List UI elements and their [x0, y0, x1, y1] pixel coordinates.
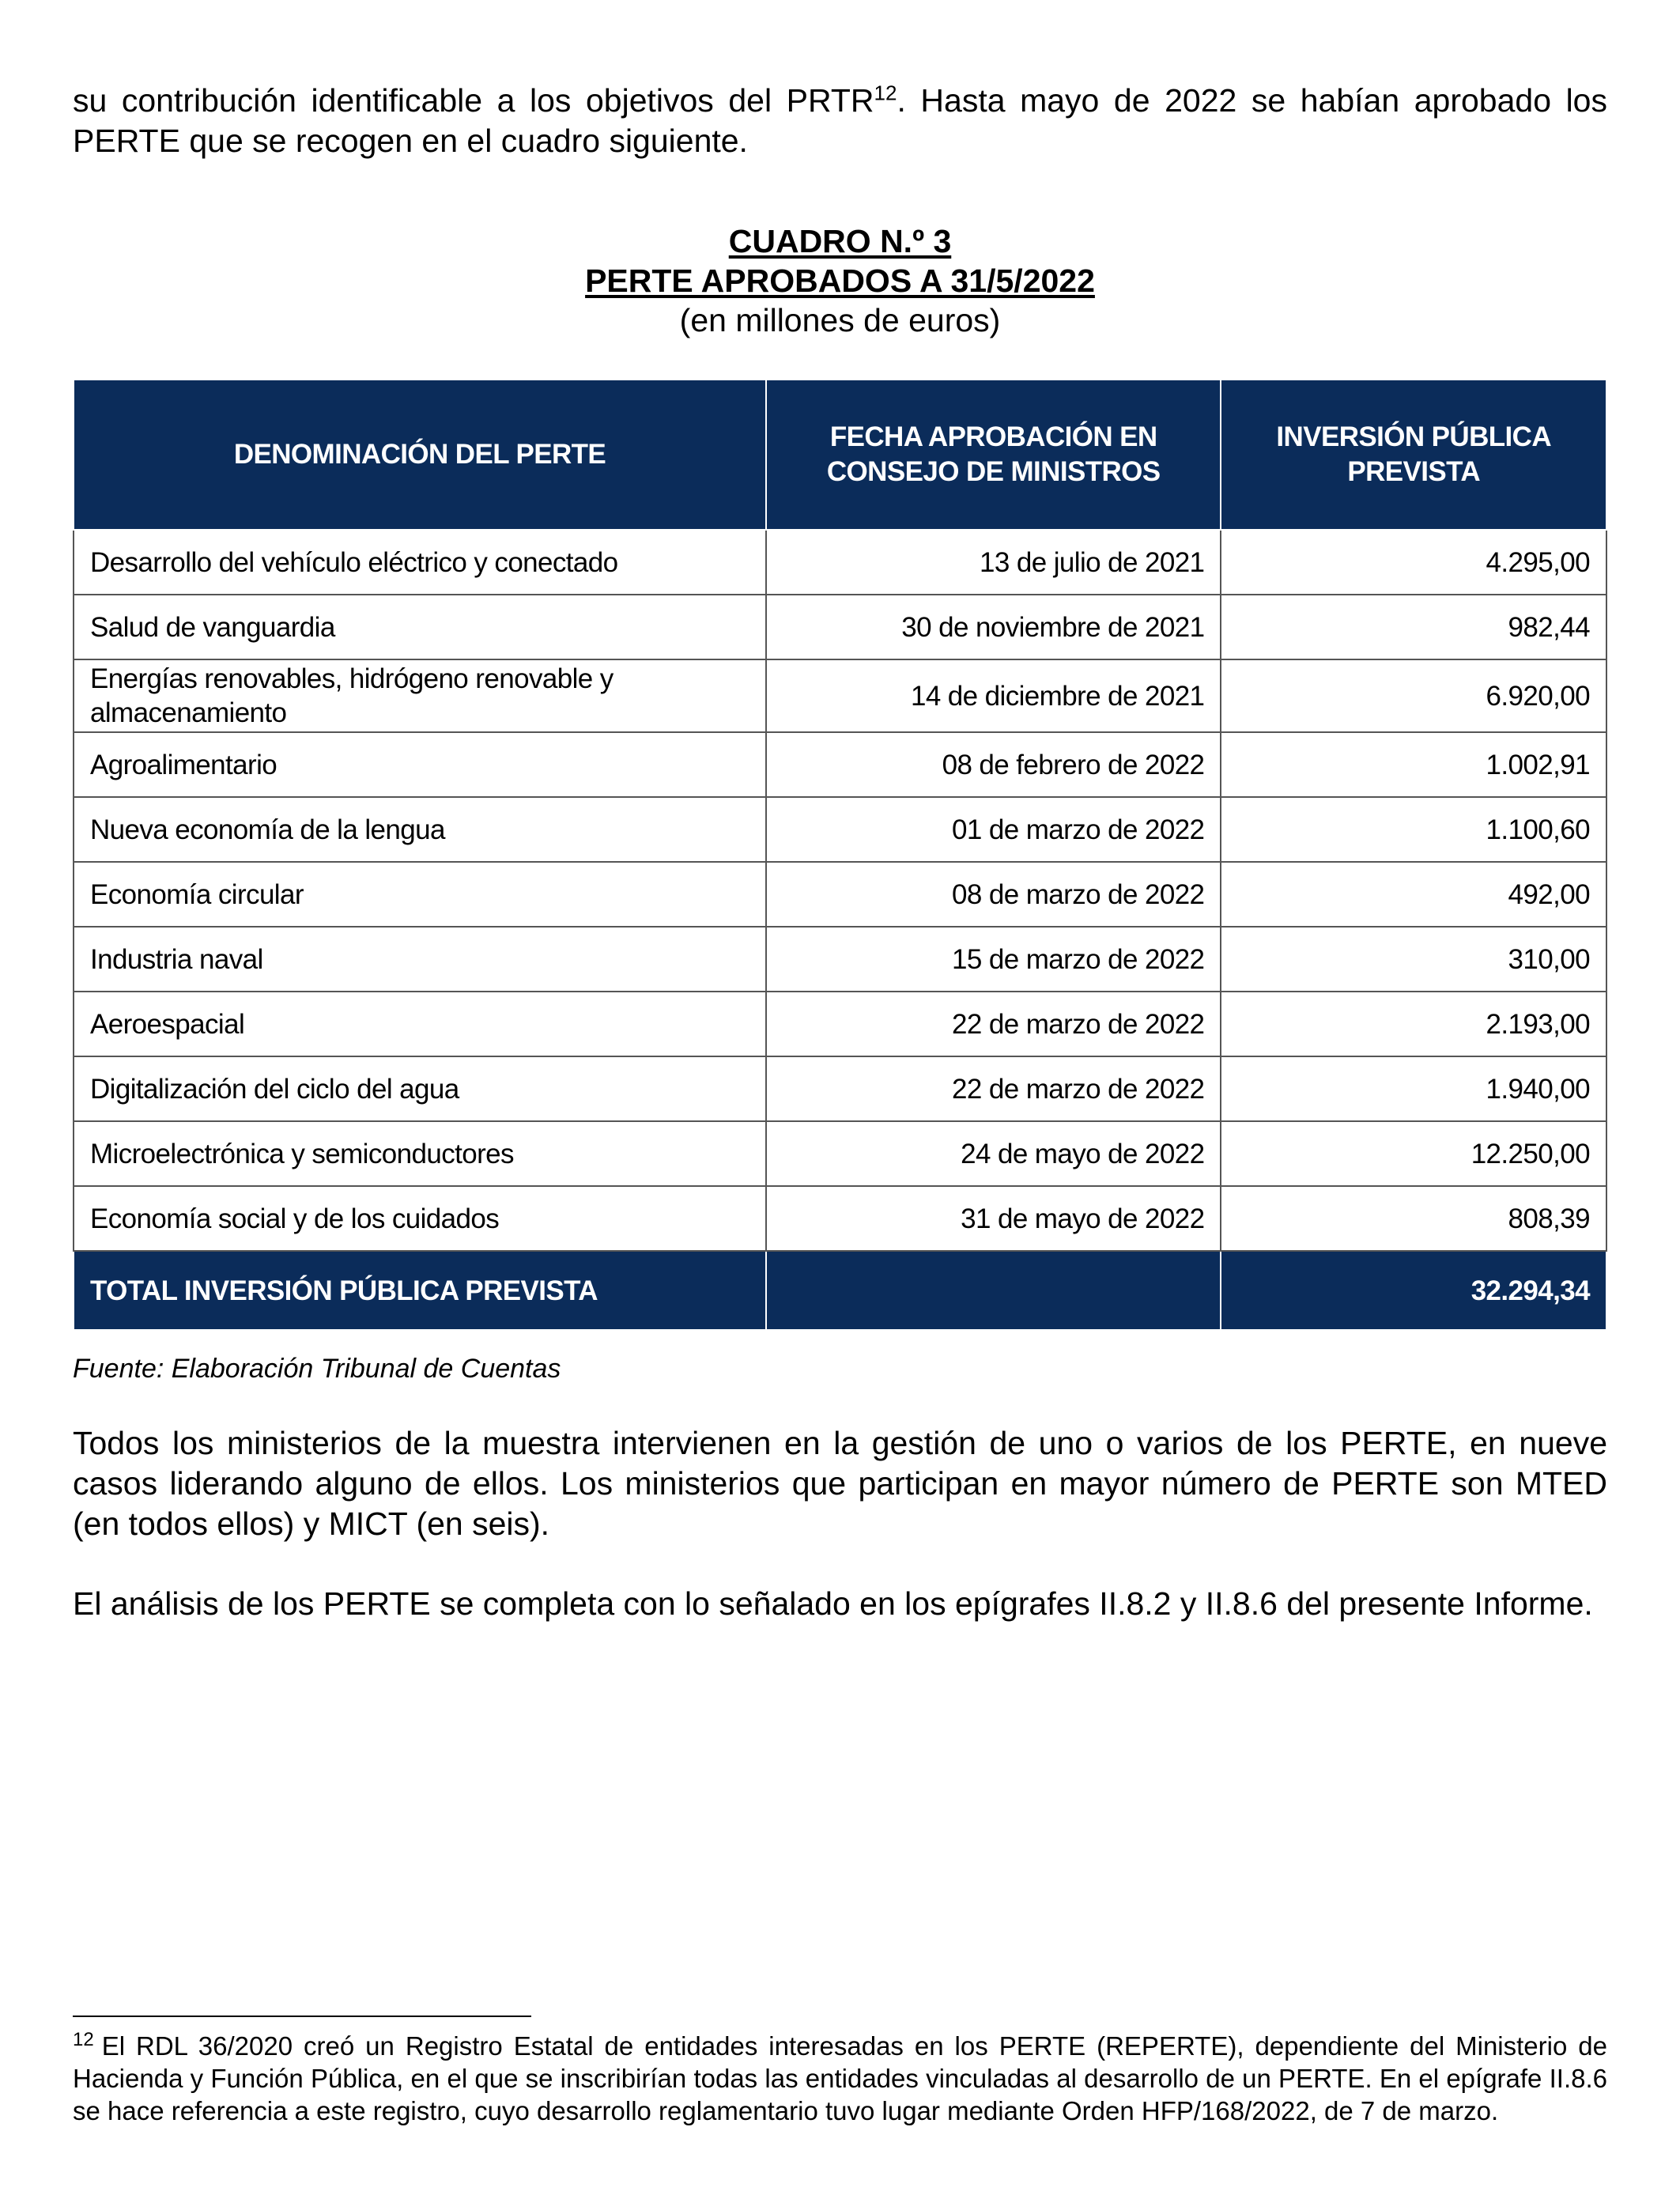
footnote [73, 2030, 1607, 2127]
total-label: TOTAL INVERSIÓN PÚBLICA PREVISTA [74, 1251, 766, 1330]
table-row [74, 992, 1606, 1056]
table-row [74, 595, 1606, 659]
row-date: 01 de marzo de 2022 [766, 797, 1221, 862]
row-name: Energías renovables, hidrógeno renovable y almacenamiento [74, 659, 766, 732]
row-amount: 1.002,91 [1221, 732, 1606, 797]
row-name: Agroalimentario [74, 732, 766, 797]
table-row [74, 862, 1606, 927]
row-amount: 310,00 [1221, 927, 1606, 992]
body-paragraph: El análisis de los PERTE se completa con lo señalado en los epígrafes II.8.2 y II.8.6 del presente Informe. [73, 1585, 1593, 1622]
total-row [74, 1251, 1606, 1330]
footnote-number: 12 [73, 2029, 94, 2050]
table-header-row [74, 380, 1606, 530]
row-date: 31 de mayo de 2022 [766, 1186, 1221, 1251]
row-name: Economía social y de los cuidados [74, 1186, 766, 1251]
header-amount: INVERSIÓN PÚBLICA PREVISTA [1221, 380, 1606, 530]
caption-number: CUADRO N.º 3 [728, 223, 952, 259]
caption-unit: (en millones de euros) [679, 302, 1001, 338]
table-row [74, 797, 1606, 862]
row-date: 22 de marzo de 2022 [766, 992, 1221, 1056]
row-amount: 808,39 [1221, 1186, 1606, 1251]
row-name: Microelectrónica y semiconductores [74, 1121, 766, 1186]
intro-text: su contribución identificable a los objetivos del PRTR [73, 82, 874, 119]
row-date: 08 de febrero de 2022 [766, 732, 1221, 797]
row-amount: 1.940,00 [1221, 1056, 1606, 1121]
total-amount: 32.294,34 [1221, 1251, 1606, 1330]
row-amount: 12.250,00 [1221, 1121, 1606, 1186]
row-date: 30 de noviembre de 2021 [766, 595, 1221, 659]
footnote-text: El RDL 36/2020 creó un Registro Estatal de entidades interesadas en los PERTE (REPERTE), dependiente del Ministerio de Hacienda y Función Pública, en el que se inscribirían todas las entidades vinculadas al desarrollo de un PERTE. En el epígrafe II.8.6 se hace referencia a este registro, cuyo desarrollo reglamentario tuvo lugar mediante Orden HFP/168/2022, de 7 de marzo. [73, 2031, 1607, 2125]
row-name: Desarrollo del vehículo eléctrico y conectado [74, 530, 766, 595]
row-date: 14 de diciembre de 2021 [766, 659, 1221, 732]
caption-title: PERTE APROBADOS A 31/5/2022 [585, 263, 1095, 299]
row-amount: 982,44 [1221, 595, 1606, 659]
row-name: Salud de vanguardia [74, 595, 766, 659]
row-name: Aeroespacial [74, 992, 766, 1056]
header-date: FECHA APROBACIÓN EN CONSEJO DE MINISTROS [766, 380, 1221, 530]
row-date: 24 de mayo de 2022 [766, 1121, 1221, 1186]
row-name: Nueva economía de la lengua [74, 797, 766, 862]
row-amount: 492,00 [1221, 862, 1606, 927]
table-row [74, 530, 1606, 595]
row-date: 13 de julio de 2021 [766, 530, 1221, 595]
body-paragraph: Todos los ministerios de la muestra intervienen en la gestión de uno o varios de los PERTE, en nueve casos liderando alguno de ellos. Los ministerios que participan en mayor número de PERTE son MTED (en todos ellos) y MICT (en seis). [73, 1425, 1607, 1542]
table-source: Fuente: Elaboración Tribunal de Cuentas [73, 1354, 561, 1384]
row-amount: 1.100,60 [1221, 797, 1606, 862]
intro-paragraph [73, 81, 1607, 161]
header-name: DENOMINACIÓN DEL PERTE [74, 380, 766, 530]
table-row [74, 659, 1606, 732]
row-amount: 4.295,00 [1221, 530, 1606, 595]
row-amount: 6.920,00 [1221, 659, 1606, 732]
row-name: Economía circular [74, 862, 766, 927]
row-amount: 2.193,00 [1221, 992, 1606, 1056]
table-row [74, 927, 1606, 992]
table-row [74, 1186, 1606, 1251]
row-name: Industria naval [74, 927, 766, 992]
table-row [74, 1121, 1606, 1186]
intro-text-cont: . Hasta mayo de 2022 se habían aprobado los PERTE que se recogen en el cuadro siguiente. [73, 82, 1607, 159]
row-name: Digitalización del ciclo del agua [74, 1056, 766, 1121]
footnote-ref-12[interactable]: 12 [874, 81, 897, 105]
table-caption [73, 221, 1607, 340]
perte-table [73, 379, 1607, 1331]
table-row [74, 732, 1606, 797]
row-date: 08 de marzo de 2022 [766, 862, 1221, 927]
row-date: 15 de marzo de 2022 [766, 927, 1221, 992]
row-date: 22 de marzo de 2022 [766, 1056, 1221, 1121]
table-row [74, 1056, 1606, 1121]
total-empty-cell [766, 1251, 1221, 1330]
footnote-separator [73, 2016, 531, 2017]
